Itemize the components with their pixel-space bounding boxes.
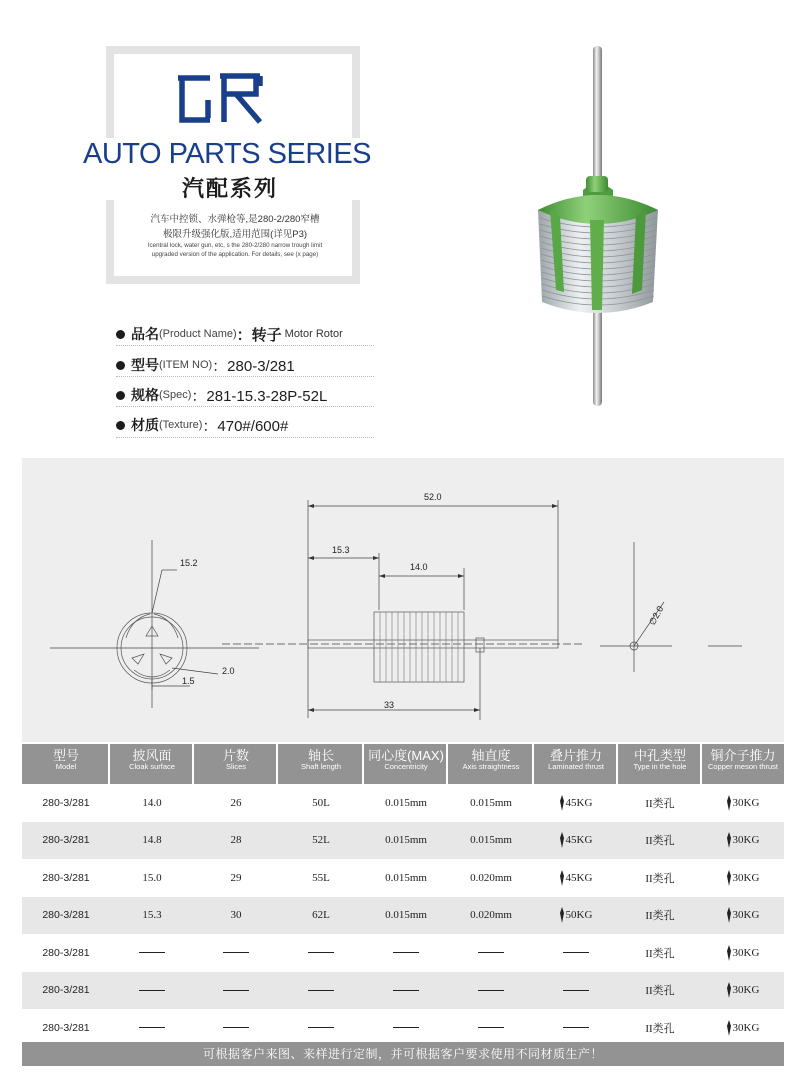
table-header	[22, 744, 784, 784]
cell-model: 280-3/281	[42, 796, 90, 809]
cell-cloak: 15.3	[142, 909, 162, 922]
col-model: 型号 Model	[22, 744, 110, 784]
info-label-en: (Product Name)	[159, 328, 237, 340]
series-title: AUTO PARTS SERIES	[83, 138, 372, 170]
bullet-icon	[116, 391, 125, 400]
col-hole: 中孔类型 Type in the hole	[618, 744, 702, 784]
cell-hole: II类孔	[645, 910, 675, 923]
cell-copper: 30KG	[702, 859, 784, 897]
dash	[308, 990, 334, 991]
cell-concentricity: 0.015mm	[385, 909, 427, 922]
table-row	[22, 934, 784, 972]
dash	[563, 952, 589, 953]
dash	[393, 1027, 419, 1028]
cell-copper: 30KG	[702, 897, 784, 935]
cell-concentricity	[364, 972, 448, 1010]
description-cn-line2: 极限升级强化版,适用范围(详见P3)	[162, 229, 308, 240]
description-cn-line1: 汽车中控锁、水弹枪等,是280-2/280窄槽	[150, 214, 320, 225]
cell-slices: 28	[230, 834, 242, 847]
cell-model: 280-3/281	[42, 984, 90, 997]
divider	[116, 437, 374, 438]
dash	[308, 952, 334, 953]
cell-laminated: 45KG	[534, 822, 618, 860]
dash	[393, 990, 419, 991]
dash	[223, 990, 249, 991]
col-concentricity: 同心度(MAX) Concentricity	[364, 744, 448, 784]
dash	[478, 990, 504, 991]
cell-shaft: 62L	[312, 909, 330, 922]
description-en	[130, 242, 340, 259]
bullet-icon	[116, 330, 125, 339]
table-row	[22, 859, 784, 897]
cell-model: 280-3/281	[42, 946, 90, 959]
bullet-icon	[116, 361, 125, 370]
cell-shaft	[278, 1009, 364, 1047]
cell-laminated	[534, 1009, 618, 1047]
series-title-cn: 汽配系列	[181, 176, 278, 201]
arrow-icon	[727, 1020, 731, 1036]
dash	[563, 990, 589, 991]
col-straightness: 轴直度 Axis straightness	[448, 744, 534, 784]
cell-slices: 26	[230, 796, 242, 809]
info-value: ：281-15.3-28P-52L	[191, 387, 328, 405]
arrow-icon	[727, 795, 731, 811]
dim-core-length: 14.0	[410, 562, 428, 572]
divider	[116, 376, 374, 377]
info-value: ：470#/600#	[202, 417, 289, 435]
dim-shaft-offset: 15.3	[332, 545, 350, 555]
cell-hole: II类孔	[645, 872, 675, 885]
brand-logo	[170, 70, 280, 130]
dash	[563, 1027, 589, 1028]
info-label: 型号	[131, 357, 159, 373]
bullet-icon	[116, 421, 125, 430]
cell-slices: 30	[230, 909, 242, 922]
arrow-icon	[560, 832, 564, 848]
dash	[223, 952, 249, 953]
info-product-name	[116, 321, 343, 347]
table-row	[22, 784, 784, 822]
cell-concentricity: 0.015mm	[385, 871, 427, 884]
cell-straightness: 0.020mm	[470, 871, 512, 884]
description-cn	[130, 212, 340, 242]
dash	[139, 952, 165, 953]
cell-model: 280-3/281	[42, 834, 90, 847]
info-label-en: (ITEM NO)	[159, 359, 213, 371]
cell-shaft	[278, 972, 364, 1010]
arrow-icon	[727, 870, 731, 886]
cell-concentricity	[364, 1009, 448, 1047]
col-laminated: 叠片推力 Laminated thrust	[534, 744, 618, 784]
info-label-en: (Texture)	[159, 419, 203, 431]
description-en-line2: upgraded version of the application. For details, see (x page)	[151, 250, 319, 258]
arrow-icon	[560, 795, 564, 811]
cell-copper: 30KG	[702, 934, 784, 972]
col-cloak: 披风面 Cloak surface	[110, 744, 194, 784]
cell-shaft: 52L	[312, 834, 330, 847]
cell-concentricity: 0.015mm	[385, 834, 427, 847]
info-label: 品名	[131, 326, 159, 342]
rotor-product-image	[520, 40, 690, 415]
dash	[223, 1027, 249, 1028]
cell-straightness	[448, 972, 534, 1010]
cell-straightness: 0.015mm	[470, 796, 512, 809]
arrow-icon	[560, 907, 564, 923]
rotor-core-icon	[538, 195, 658, 313]
cell-straightness	[448, 934, 534, 972]
cell-copper: 30KG	[702, 972, 784, 1010]
dash	[478, 952, 504, 953]
info-item-no	[116, 352, 295, 378]
cell-laminated: 45KG	[534, 784, 618, 822]
cell-straightness	[448, 1009, 534, 1047]
col-slices: 片数 Slices	[194, 744, 278, 784]
cell-hole: II类孔	[645, 1022, 675, 1035]
divider	[116, 406, 374, 407]
cell-concentricity: 0.015mm	[385, 796, 427, 809]
dim-slot-width: 2.0	[222, 666, 235, 676]
cell-straightness: 0.020mm	[470, 909, 512, 922]
dim-cross-diameter: 15.2	[180, 558, 198, 568]
arrow-icon	[727, 945, 731, 961]
cell-cloak	[110, 972, 194, 1010]
dash	[478, 1027, 504, 1028]
info-value: ：280-3/281	[212, 357, 295, 375]
cell-laminated	[534, 972, 618, 1010]
cell-cloak: 14.0	[142, 796, 162, 809]
cell-straightness: 0.015mm	[470, 834, 512, 847]
info-value: ：转子	[236, 326, 282, 344]
arrow-icon	[727, 907, 731, 923]
cell-copper: 30KG	[702, 1009, 784, 1047]
table-row	[22, 1009, 784, 1047]
cell-copper: 30KG	[702, 822, 784, 860]
cell-laminated: 45KG	[534, 859, 618, 897]
col-copper: 铜介子推力 Copper meson thrust	[707, 748, 779, 771]
dash	[139, 1027, 165, 1028]
dash	[393, 952, 419, 953]
info-label: 规格	[131, 387, 159, 403]
cell-model: 280-3/281	[42, 1021, 90, 1034]
spec-table	[22, 744, 784, 1047]
info-label-en: (Spec)	[159, 389, 192, 401]
table-row	[22, 897, 784, 935]
info-value-en: Motor Rotor	[284, 328, 343, 340]
cell-hole: II类孔	[645, 947, 675, 960]
cell-model: 280-3/281	[42, 871, 90, 884]
cell-slices	[194, 972, 278, 1010]
table-row	[22, 822, 784, 860]
info-label: 材质	[131, 417, 159, 433]
cell-shaft: 55L	[312, 871, 330, 884]
cell-slices: 29	[230, 871, 242, 884]
technical-drawing	[22, 458, 784, 742]
dim-overall-33: 33	[384, 700, 395, 710]
cell-cloak: 15.0	[142, 871, 162, 884]
info-texture	[116, 412, 288, 438]
cell-shaft: 50L	[312, 796, 330, 809]
cell-hole: II类孔	[645, 797, 675, 810]
dash	[139, 990, 165, 991]
cell-laminated: 50KG	[534, 897, 618, 935]
cell-concentricity	[364, 934, 448, 972]
cell-copper: 30KG	[702, 784, 784, 822]
cell-hole: II类孔	[645, 985, 675, 998]
info-spec	[116, 382, 327, 408]
cell-slices	[194, 934, 278, 972]
description-en-line1: Icentral lock, water gun, etc, s the 280-2/280 narrow trough limit	[147, 242, 323, 249]
table-row	[22, 972, 784, 1010]
cell-hole: II类孔	[645, 835, 675, 848]
dim-shaft-diameter: ∅2.0	[646, 604, 666, 627]
dash	[308, 1027, 334, 1028]
divider	[116, 345, 374, 346]
arrow-icon	[727, 832, 731, 848]
cell-cloak: 14.8	[142, 834, 162, 847]
col-shaft: 轴长 Shaft length	[278, 744, 364, 784]
footer-note: 可根据客户来图、来样进行定制，并可根据客户要求使用不同材质生产！	[22, 1042, 784, 1066]
arrow-icon	[560, 870, 564, 886]
cell-cloak	[110, 934, 194, 972]
cell-model: 280-3/281	[42, 909, 90, 922]
cell-slices	[194, 1009, 278, 1047]
arrow-icon	[727, 982, 731, 998]
dim-slot-depth: 1.5	[182, 676, 195, 686]
cell-laminated	[534, 934, 618, 972]
dim-total-length: 52.0	[424, 492, 442, 502]
cell-shaft	[278, 934, 364, 972]
cell-cloak	[110, 1009, 194, 1047]
